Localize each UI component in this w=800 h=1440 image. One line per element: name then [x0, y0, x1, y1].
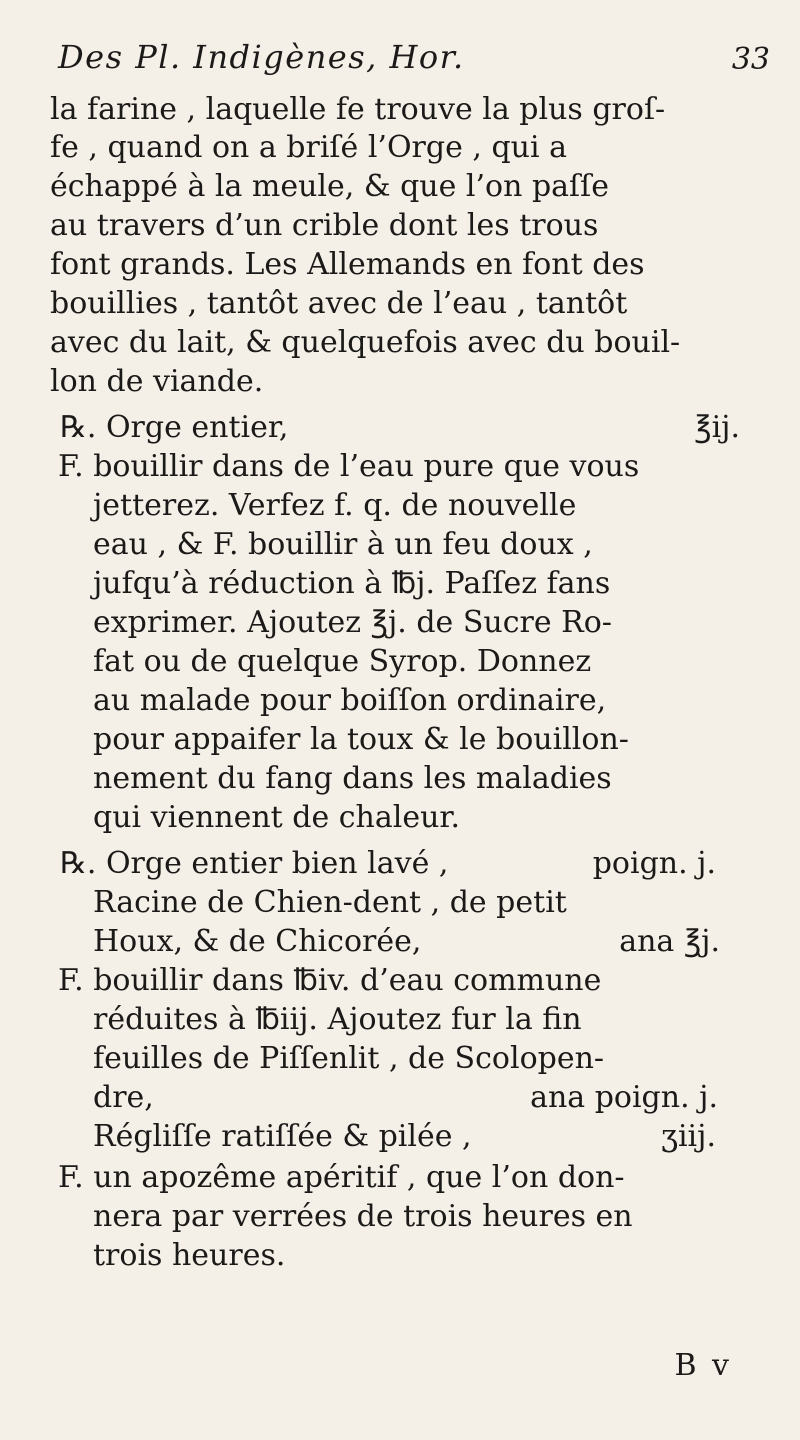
text-line: jufqu’à réduction à ℔j. Paſſez fans	[93, 566, 611, 601]
text-line: F. un apozême apéritif , que l’on don-	[58, 1160, 625, 1195]
recipe-ingredient: Houx, & de Chicorée,	[93, 924, 422, 959]
text-line: bouillies , tantôt avec de l’eau , tantôt	[50, 286, 628, 321]
text-line: qui viennent de chaleur.	[93, 800, 461, 835]
text-line: F. bouillir dans ℔iv. d’eau commune	[58, 963, 602, 998]
text-line: avec du lait, & quelquefois avec du bouil-	[50, 325, 681, 360]
text-line: F. bouillir dans de l’eau pure que vous	[58, 449, 640, 484]
recipe-quantity: ʒiij.	[661, 1119, 716, 1154]
text-line: fat ou de quelque Syrop. Donnez	[93, 644, 592, 679]
recipe-quantity: ana poign. j.	[530, 1080, 718, 1115]
text-line: au malade pour boiſſon ordinaire,	[93, 683, 607, 718]
text-line: la farine , laquelle fe trouve la plus groſ-	[50, 92, 666, 127]
recipe-ingredient: Régliſſe ratiſſée & pilée ,	[93, 1119, 472, 1154]
recipe-quantity: poign. j.	[592, 846, 716, 881]
signature-mark: B v	[674, 1348, 732, 1383]
text-line: fe , quand on a briſé l’Orge , qui a	[50, 130, 567, 165]
text-line: eau , & F. bouillir à un feu doux ,	[93, 527, 593, 562]
recipe-quantity: ana ℥j.	[619, 924, 720, 959]
text-line: nement du fang dans les maladies	[93, 761, 612, 796]
text-line: échappé à la meule, & que l’on paſſe	[50, 169, 609, 204]
recipe-ingredient: dre,	[93, 1080, 154, 1115]
text-line: réduites à ℔iij. Ajoutez fur la fin	[93, 1002, 582, 1037]
recipe-quantity: ℥ij.	[694, 410, 740, 445]
text-line: exprimer. Ajoutez ℥j. de Sucre Ro-	[93, 605, 612, 640]
text-line: lon de viande.	[50, 364, 264, 399]
text-line: pour appaifer la toux & le bouillon-	[93, 722, 629, 757]
recipe-ingredient: ℞. Orge entier,	[60, 410, 289, 445]
text-line: nera par verrées de trois heures en	[93, 1199, 633, 1234]
page-header	[58, 38, 770, 90]
page-number: 33	[731, 42, 770, 77]
text-line: au travers d’un crible dont les trous	[50, 208, 599, 243]
recipe-ingredient: Racine de Chien-dent , de petit	[93, 885, 567, 920]
text-line: feuilles de Piſſenlit , de Scolopen-	[93, 1041, 605, 1076]
recipe-ingredient: ℞. Orge entier bien lavé ,	[60, 846, 449, 881]
running-title: Des Pl. Indigènes, Hor.	[58, 38, 465, 76]
text-line: jetterez. Verfez f. q. de nouvelle	[93, 488, 577, 523]
text-line: trois heures.	[93, 1238, 286, 1273]
text-line: font grands. Les Allemands en font des	[50, 247, 645, 282]
